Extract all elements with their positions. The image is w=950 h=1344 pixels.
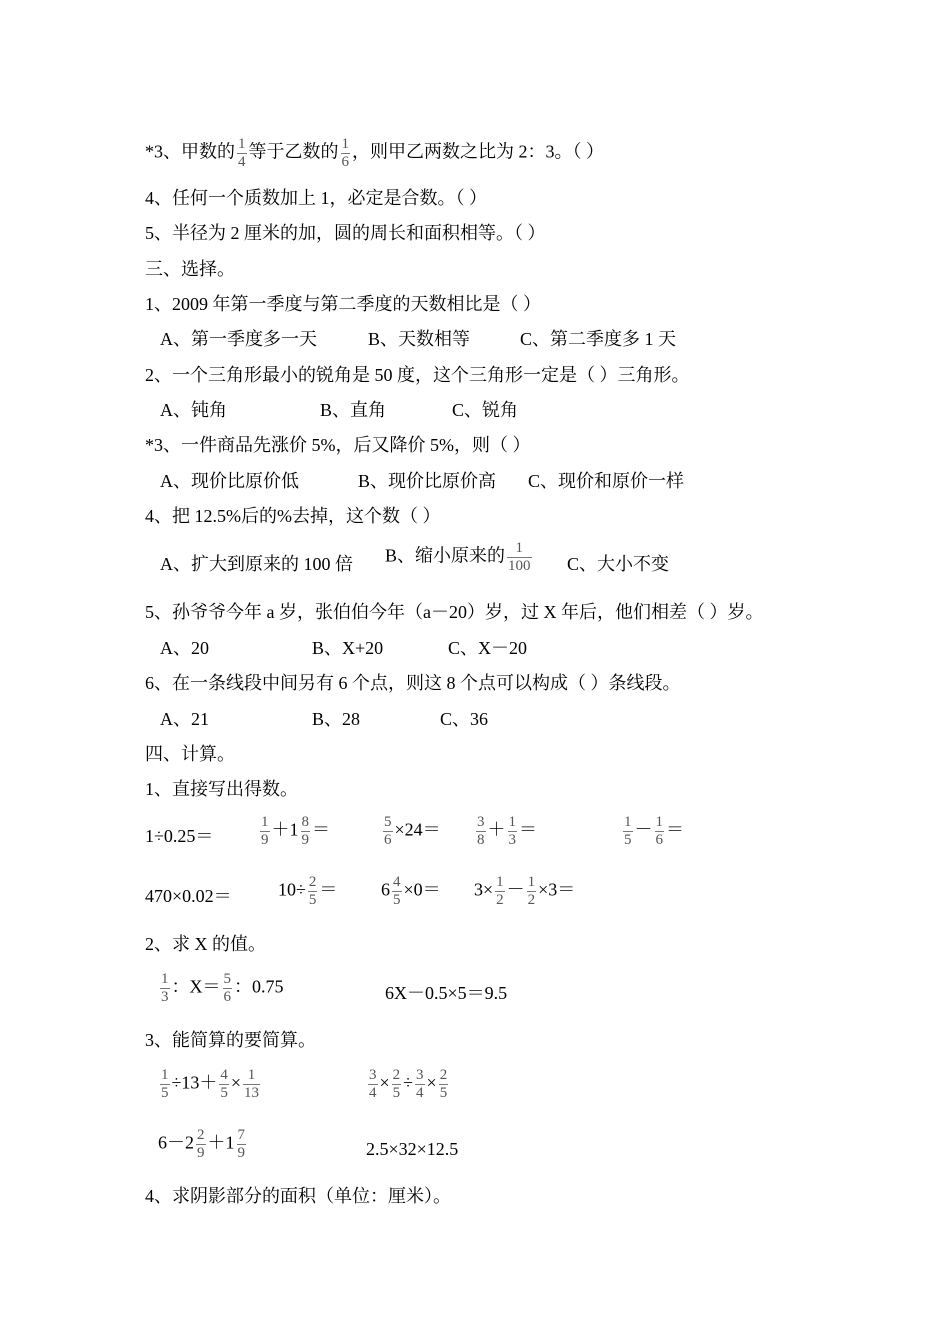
fraction: $\frac{1}{2}$ (496, 874, 504, 908)
mc-question-2: 2、一个三角形最小的锐角是 50 度，这个三角形一定是（ ）三角形。 (145, 365, 690, 385)
fraction: $\frac{7}{9}$ (237, 1127, 245, 1161)
calc-part-4-title: 4、求阴影部分的面积（单位：厘米）。 (145, 1186, 451, 1206)
mc-q3-option-b: B、现价比原价高 (358, 471, 497, 491)
mc-question-3: *3、一件商品先涨价 5%，后又降价 5%，则（ ） (145, 435, 531, 455)
calc-1-expr-5: $\frac{1}{5}$ － $\frac{1}{6}$ ＝ (624, 814, 684, 848)
mc-question-1: 1、2009 年第一季度与第二季度的天数相比是（ ） (145, 294, 541, 314)
mc-question-4: 4、把 12.5%后的%去掉，这个数（ ） (145, 506, 441, 526)
calc-1-expr-8: 6 $\frac{4}{5}$ ×0＝ (381, 874, 441, 908)
fraction: $\frac{1}{3}$ (508, 814, 516, 848)
mc-q5-option-a: A、20 (160, 638, 209, 658)
fraction: $\frac{5}{6}$ (223, 971, 231, 1005)
mc-q2-option-c: C、锐角 (452, 400, 519, 420)
fraction: $\frac{3}{4}$ (416, 1067, 424, 1101)
calc-part-3-title: 3、能简算的要简算。 (145, 1030, 316, 1050)
fraction: $\frac{1}{5}$ (624, 814, 632, 848)
fraction: $\frac{3}{4}$ (369, 1067, 377, 1101)
fraction: $\frac{4}{5}$ (220, 1067, 228, 1101)
tf-question-5: 5、半径为 2 厘米的加，圆的周长和面积相等。（ ） (145, 223, 546, 243)
mc-q1-option-c: C、第二季度多 1 天 (520, 329, 677, 349)
fraction: $\frac{1}{6}$ (341, 136, 349, 170)
fraction: $\frac{2}{5}$ (439, 1067, 448, 1101)
mc-q1-option-b: B、天数相等 (368, 329, 471, 349)
mc-question-5: 5、孙爷爷今年 a 岁，张伯伯今年（a－20）岁，过 X 年后，他们相差（ ）岁。 (145, 602, 764, 622)
fraction: $\frac{1}{9}$ (261, 814, 269, 848)
fraction: $\frac{8}{9}$ (301, 814, 309, 848)
fraction: $\frac{1}{3}$ (161, 971, 169, 1005)
calc-3-expr-4: 2.5×32×12.5 (366, 1139, 459, 1159)
mc-q2-option-b: B、直角 (320, 400, 387, 420)
fraction: $\frac{2}{5}$ (308, 874, 317, 908)
mc-q4-option-c: C、大小不变 (567, 554, 670, 574)
mc-question-6: 6、在一条线段中间另有 6 个点，则这 8 个点可以构成（ ）条线段。 (145, 673, 681, 693)
mc-q1-option-a: A、第一季度多一天 (160, 329, 317, 349)
calc-1-expr-3: $\frac{5}{6}$ ×24＝ (384, 814, 441, 848)
fraction: $\frac{5}{6}$ (384, 814, 392, 848)
fraction: $\frac{1}{13}$ (244, 1067, 260, 1101)
fraction: $\frac{4}{5}$ (393, 874, 401, 908)
mc-q4-option-a: A、扩大到原来的 100 倍 (160, 554, 353, 574)
mc-q4-option-b (385, 540, 534, 575)
calc-2-expr-1: $\frac{1}{3}$ ：X＝ $\frac{5}{6}$ ：0.75 (161, 971, 284, 1005)
tf-question-4: 4、任何一个质数加上 1，必定是合数。（ ） (145, 188, 487, 208)
calc-part-2-title: 2、求 X 的值。 (145, 934, 266, 954)
mc-q3-option-c: C、现价和原价一样 (528, 471, 685, 491)
mc-q6-option-b: B、28 (312, 709, 361, 729)
calc-1-expr-1: 1÷0.25＝ (145, 826, 214, 846)
fraction: $\frac{1}{2}$ (527, 874, 536, 908)
tf-q3-tail: ，则甲乙两数之比为 2：3。（ ） (352, 141, 604, 162)
mc-q5-option-b: B、X+20 (312, 638, 384, 658)
calc-1-expr-6: 470×0.02＝ (145, 886, 232, 906)
mc-q6-option-c: C、36 (440, 709, 489, 729)
tf-question-3 (145, 136, 604, 171)
mc-q2-option-a: A、钝角 (160, 400, 227, 420)
fraction: $\frac{3}{8}$ (477, 814, 485, 848)
calc-1-expr-4: $\frac{3}{8}$ ＋ $\frac{1}{3}$ ＝ (477, 814, 537, 848)
section-4-title: 四、计算。 (145, 744, 235, 764)
calc-3-expr-1: $\frac{1}{5}$ ÷13＋ $\frac{4}{5}$ × $\frac{1}{13}$ (161, 1067, 260, 1101)
calc-1-expr-2: $\frac{1}{9}$ ＋1 $\frac{8}{9}$ ＝ (261, 814, 330, 848)
mc-q3-option-a: A、现价比原价低 (160, 471, 299, 491)
calc-3-expr-2: $\frac{3}{4}$ × $\frac{2}{5}$ ÷ $\frac{3}{4}$ × $\frac{2}{5}$ (369, 1067, 448, 1101)
calc-1-expr-7: 10÷ $\frac{2}{5}$ ＝ (278, 874, 338, 908)
fraction: $\frac{1}{4}$ (238, 136, 246, 170)
mc-q4-option-b-text: B、缩小原来的 (385, 545, 506, 566)
mc-q6-option-a: A、21 (160, 709, 209, 729)
fraction: $\frac{1}{6}$ (655, 814, 663, 848)
fraction: $\frac{2}{9}$ (197, 1127, 205, 1161)
tf-q3-lead: *3、甲数的 (145, 141, 235, 162)
calc-3-expr-3: 6－2 $\frac{2}{9}$ ＋1 $\frac{7}{9}$ (158, 1127, 245, 1161)
fraction: $\frac{2}{5}$ (392, 1067, 401, 1101)
mc-q5-option-c: C、X－20 (448, 638, 528, 658)
fraction: $\frac{1}{5}$ (161, 1067, 169, 1101)
section-3-title: 三、选择。 (145, 259, 235, 279)
calc-part-1-title: 1、直接写出得数。 (145, 779, 298, 799)
fraction: $\frac{1}{100}$ (508, 540, 531, 574)
tf-q3-mid: 等于乙数的 (248, 141, 339, 162)
calc-1-expr-9: 3× $\frac{1}{2}$ － $\frac{1}{2}$ ×3＝ (474, 874, 576, 908)
calc-2-expr-2: 6X－0.5×5＝9.5 (385, 983, 508, 1003)
